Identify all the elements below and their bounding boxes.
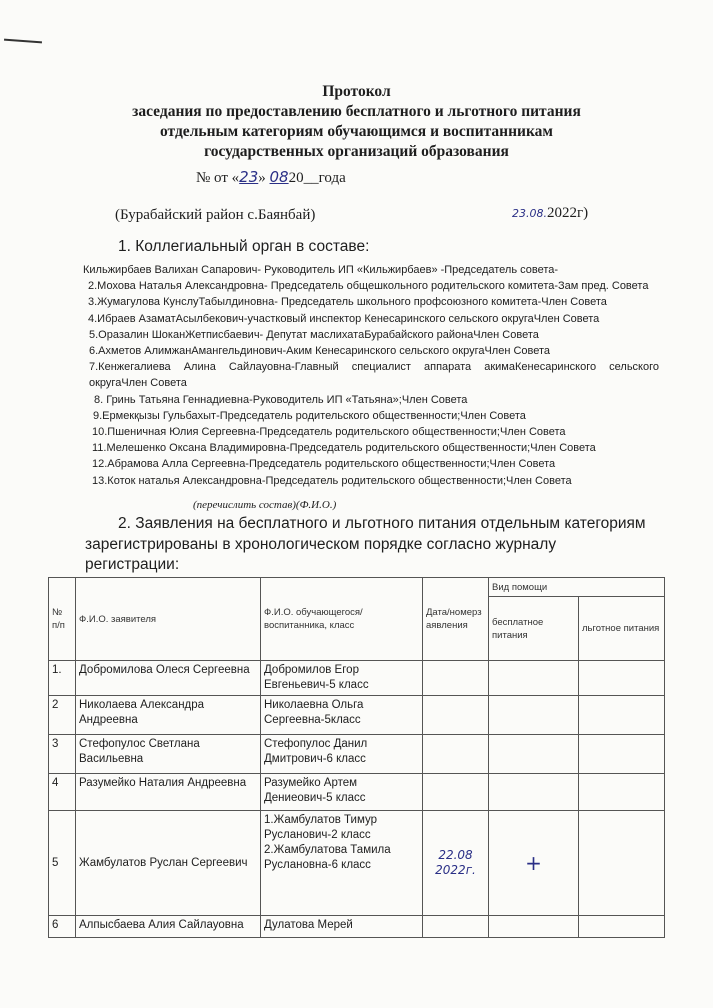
cell-discount (579, 811, 665, 916)
section-2-text (85, 514, 665, 576)
date-right (512, 205, 588, 222)
list-note: (перечислить состав)(Ф.И.О.) (193, 499, 337, 511)
protocol-subtitle-line-3: отдельным категориям обучающимся и воспитанникам (160, 123, 553, 140)
cell-student: Добромилов Егор Евгеньевич-5 класс (261, 661, 423, 696)
cell-free (489, 774, 579, 811)
cell-applicant: Алпысбаева Алия Сайлауовна (76, 916, 261, 938)
cell-free (489, 696, 579, 735)
member-item: 12.Абрамова Алла Сергеевна-Председатель родительского общественности;Член Совета (92, 458, 556, 471)
cell-discount (579, 735, 665, 774)
protocol-subtitle-line-4: государственных организаций образования (204, 143, 509, 160)
cell-num: 2 (49, 696, 76, 735)
table-row (49, 916, 665, 938)
cell-student: Дулатова Мерей (261, 916, 423, 938)
section-1-heading: 1. Коллегиальный орган в составе: (118, 238, 370, 255)
number-mid: » (258, 170, 266, 186)
cell-date (423, 916, 489, 938)
table-row (49, 774, 665, 811)
protocol-header (0, 82, 713, 162)
region-line: (Бурабайский район с.Баянбай) (115, 207, 316, 223)
member-item: 2.Мохова Наталья Александровна- Председатель общешкольного родительского комитета-Зам пред. Совета (88, 280, 649, 293)
protocol-number-date-line (196, 168, 346, 187)
section-2-line-3: регистрации: (85, 556, 180, 573)
cell-applicant: Жамбулатов Руслан Сергеевич (76, 811, 261, 916)
cell-applicant: Добромилова Олеся Сергеевна (76, 661, 261, 696)
header-free: бесплатное питания (489, 597, 579, 661)
member-item: 8. Гринь Татьяна Геннадиевна-Руководитель ИП «Татьяна»;Член Совета (94, 393, 468, 406)
cell-num: 4 (49, 774, 76, 811)
cell-date (423, 774, 489, 811)
cell-free (489, 661, 579, 696)
header-student: Ф.И.О. обучающегося/воспитанника, класс (261, 578, 423, 661)
cell-date (423, 661, 489, 696)
member-item: 6.Ахметов АлимжанАмангельдинович-Аким Кенесаринского сельского округаЧлен Совета (89, 345, 551, 358)
member-item: 10.Пшеничная Юлия Сергеевна-Председатель родительского общественности;Член Совета (92, 426, 566, 439)
cell-free (489, 735, 579, 774)
cell-discount (579, 774, 665, 811)
table-header-row (49, 578, 665, 597)
cell-date-handwritten: 22.08 2022г. (423, 811, 489, 916)
cell-num: 1. (49, 661, 76, 696)
table-row (49, 811, 665, 916)
cell-free (489, 916, 579, 938)
table-row (49, 696, 665, 735)
cell-date (423, 735, 489, 774)
cell-free-handwritten: + (489, 811, 579, 916)
member-item: 3.Жумагулова КунслуТабылдиновна- Председатель школьного профсоюзного комитета-Член Совета (88, 296, 607, 309)
member-item: 4.Ибраев АзаматАсылбекович-участковый инспектор Кенесаринского сельского округаЧлен Совета (88, 312, 600, 325)
header-aid-type: Вид помощи (489, 578, 665, 597)
cell-applicant: Стефопулос Светлана Васильевна (76, 735, 261, 774)
protocol-title: Протокол (322, 83, 391, 100)
member-item: 7.Кенжегалиева Алина Сайлауовна-Главный специалист аппарата акимаКенесаринского сельского округаЧлен Совета (89, 361, 659, 390)
cell-applicant: Разумейко Наталия Андреевна (76, 774, 261, 811)
cell-student: Стефопулос Данил Дмитрович-6 класс (261, 735, 423, 774)
protocol-subtitle-line-2: заседания по предоставлению бесплатного и льготного питания (132, 103, 581, 120)
header-discount: льготное питания (579, 597, 665, 661)
cell-student: Разумейко Артем Дениеович-5 класс (261, 774, 423, 811)
member-item: 5.Оразалин ШоканЖетписбаевич- Депутат маслихатаБурабайского районаЧлен Совета (89, 328, 539, 341)
cell-student: 1.Жамбулатов Тимур Русланович-2 класс 2.Жамбулатова Тамила Руслановна-6 класс (261, 811, 423, 916)
pen-stroke-mark (4, 39, 42, 44)
handwritten-date: 23.08. (512, 207, 547, 220)
header-applicant: Ф.И.О. заявителя (76, 578, 261, 661)
cell-student: Николаевна Ольга Сергеевна-5класс (261, 696, 423, 735)
member-item: 9.Ермекқызы Гульбахыт-Председатель родительского общественности;Член Совета (93, 409, 526, 422)
council-member-list (83, 262, 661, 489)
member-item: 11.Мелешенко Оксана Владимировна-Председатель родительского общественности;Член Совета (92, 442, 596, 455)
cell-num: 6 (49, 916, 76, 938)
cell-discount (579, 696, 665, 735)
handwritten-day: 23 (239, 168, 259, 186)
cell-num: 3 (49, 735, 76, 774)
cell-date (423, 696, 489, 735)
applications-table (48, 577, 665, 938)
member-item: Кильжирбаев Валихан Сапарович- Руководитель ИП «Кильжирбаев» -Председатель совета- (83, 264, 559, 276)
section-2-line-1: 2. Заявления на бесплатного и льготного питания отдельным категориям (118, 515, 646, 532)
number-prefix: № от « (196, 170, 240, 186)
number-suffix: 20__года (288, 170, 346, 186)
cell-discount (579, 661, 665, 696)
header-date: Дата/номерз аявления (423, 578, 489, 661)
table-row (49, 735, 665, 774)
member-item: 13.Коток наталья Александровна-Председатель родительского общественности;Член Совета (92, 474, 572, 487)
printed-year: 2022г) (547, 205, 589, 221)
cell-num: 5 (49, 811, 76, 916)
cell-discount (579, 916, 665, 938)
cell-applicant: Николаева Александра Андреевна (76, 696, 261, 735)
table-row (49, 661, 665, 696)
header-num: № п/п (49, 578, 76, 661)
handwritten-month: 08 (269, 168, 289, 186)
section-2-line-2: зарегистрированы в хронологическом порядке согласно журналу (85, 535, 557, 553)
